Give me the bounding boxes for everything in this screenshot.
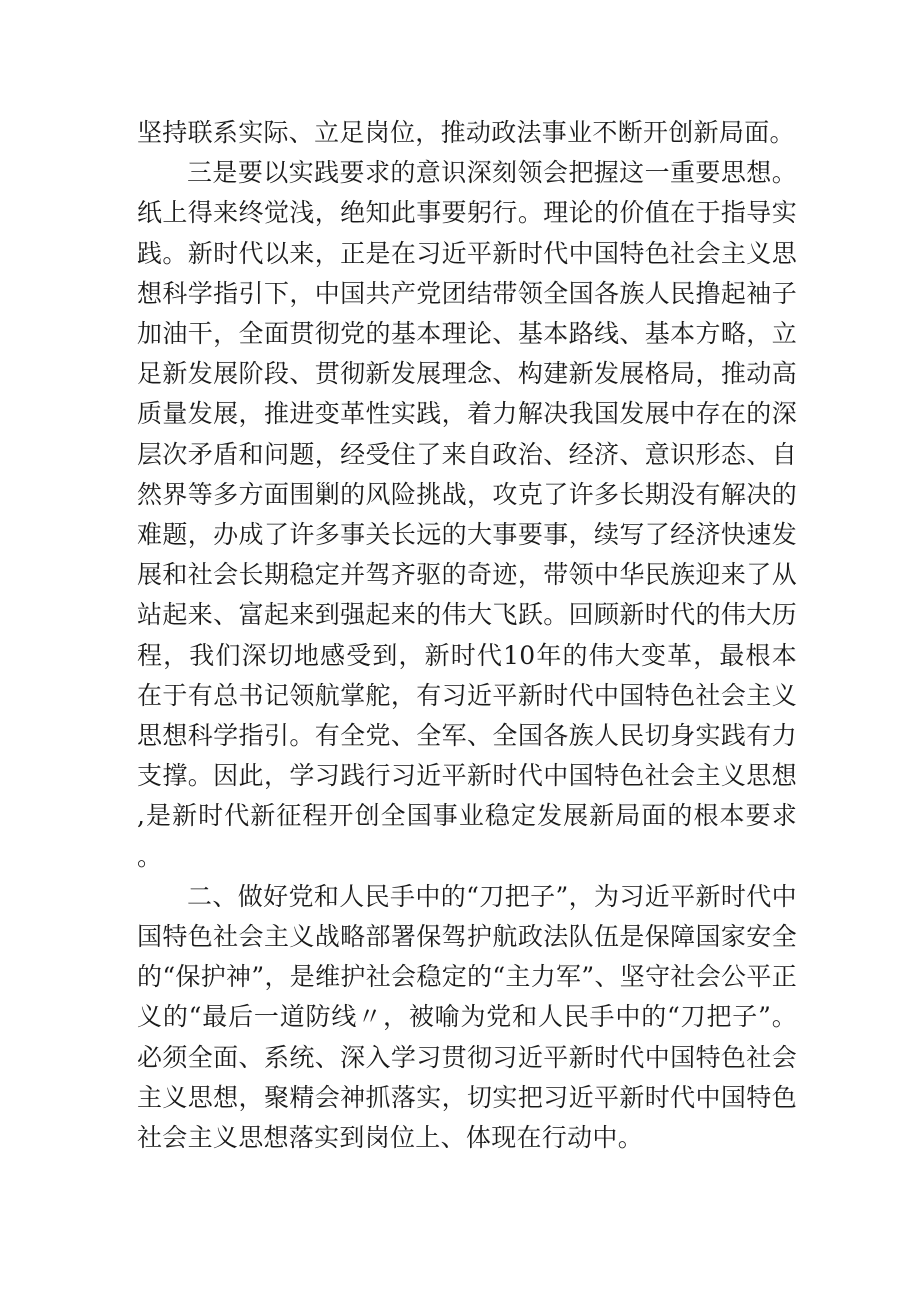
paragraph-continuation: 坚持联系实际、立足岗位，推动政法事业不断开创新局面。: [137, 118, 795, 147]
paragraph-practice-requirement: 三是要以实践要求的意识深刻领会把握这一重要思想。纸上得来终觉浅，绝知此事要躬行。理论的价值在于指导实践。新时代以来，正是在习近平新时代中国特色社会主义思想科学指引下，中国共产党团结带领全国各族人民撸起袖子加油干，全面贯彻党的基本理论、基本路线、基本方略，立足新发展阶段、贯彻新发展理念、构建新发展格局，推动高质量发展，推进变革性实践，着力解决我国发展中存在的深层次矛盾和问题，经受住了来自政治、经济、意识形态、自然界等多方面围剿的风险挑战，攻克了许多长期没有解决的难题，办成了许多事关长远的大事要事，续写了经济快速发展和社会长期稳定并驾齐驱的奇迹，带领中华民族迎来了从站起来、富起来到强起来的伟大飞跃。回顾新时代的伟大历程，我们深切地感受到，新时代10年的伟大变革，最根本在于有总书记领航掌舵，有习近平新时代中国特色社会主义思想科学指引。有全党、全军、全国各族人民切身实践有力支撑。因此，学习践行习近平新时代中国特色社会主义思想,是新时代新征程开创全国事业稳定发展新局面的根本要求。: [137, 158, 797, 871]
document-body: [137, 113, 797, 1158]
paragraph-section-two: 二、做好党和人民手中的“刀把子”，为习近平新时代中国特色社会主义战略部署保驾护航政法队伍是保障国家安全的“保护神”，是维护社会稳定的“主力军”、坚守社会公平正义的“最后一道防线〃，被喻为党和人民手中的“刀把子”。必须全面、系统、深入学习贯彻习近平新时代中国特色社会主义思想，聚精会神抓落实，切实把习近平新时代中国特色社会主义思想落实到岗位上、体现在行动中。: [137, 881, 797, 1153]
